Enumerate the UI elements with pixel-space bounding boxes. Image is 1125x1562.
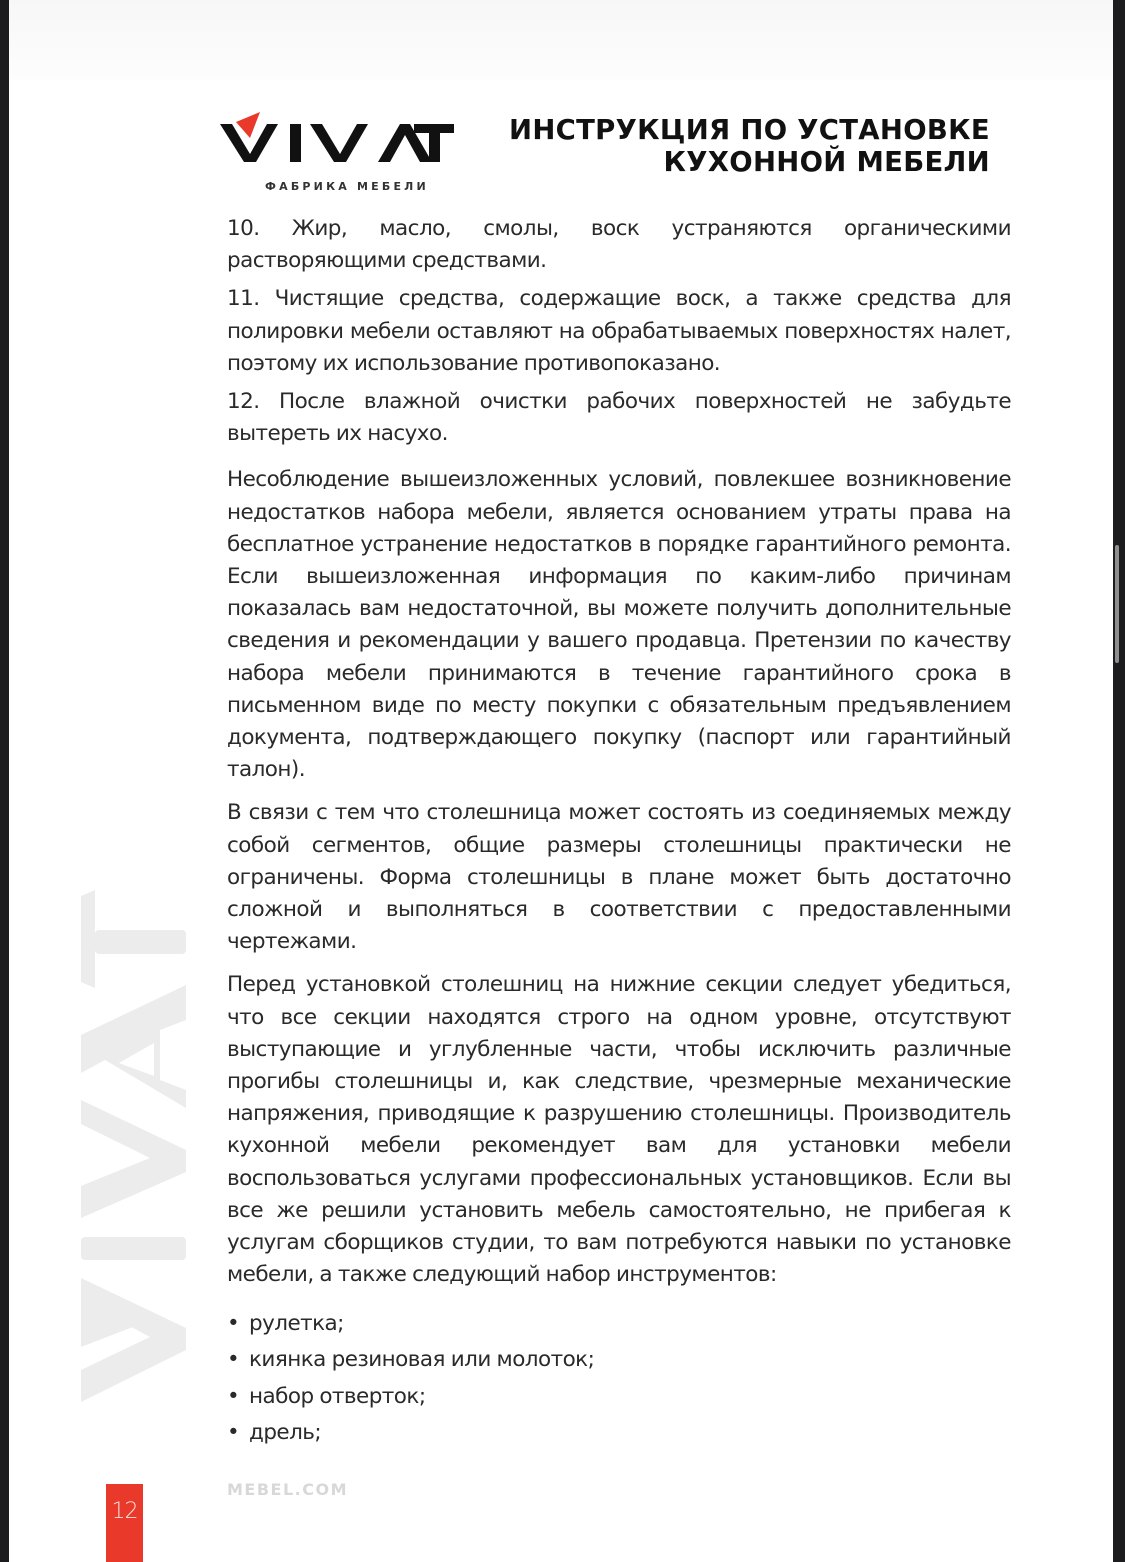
document-title (509, 114, 990, 178)
document-title-line: ИНСТРУКЦИЯ ПО УСТАНОВКЕ (509, 114, 990, 146)
logo-tagline: ФАБРИКА МЕБЕЛИ (265, 180, 429, 193)
bullet-icon: • (227, 1383, 240, 1409)
tools-list-item (227, 1306, 1011, 1343)
countertop-paragraph: В связи с тем что столешница может состоять из соединяемых между собой сегментов, общие размеры столешницы практически не ограничены. Форма столешницы в плане может быть достаточно сложной и выполняться в соответствии с предоставленными чертежами. (227, 800, 1011, 955)
tool-label: рулетка; (249, 1310, 344, 1336)
warranty-paragraph: Несоблюдение вышеизложенных условий, повлекшее возникновение недостатков набора мебели, является основанием утраты права на бесплатное устранение недостатков в порядке гарантийного ремонта. Если вышеизложенная информация по каким-либо причинам показалась вам недостаточной, вы можете получить дополнительные сведения и рекомендации у вашего продавца. Претензии по качеству набора мебели принимаются в течение гарантийного срока в письменном виде по месту покупки с обязательным предъявлением документа, подтверждающего покупку (паспорт или гарантийный талон). (227, 467, 1011, 783)
care-item-12: 12. После влажной очистки рабочих поверхностей не забудьте вытереть их насухо. (227, 389, 1011, 447)
tool-label: дрель; (249, 1420, 322, 1445)
tool-label: киянка резиновая или молоток; (249, 1347, 595, 1372)
document-title-line: КУХОННОЙ МЕБЕЛИ (663, 146, 990, 178)
vivat-watermark-graphic (81, 880, 186, 1425)
vivat-logo-mark (218, 108, 458, 168)
vivat-logo (218, 108, 458, 193)
scrollbar-thumb[interactable] (1115, 545, 1119, 663)
bullet-icon: • (227, 1310, 240, 1336)
care-item-11: 11. Чистящие средства, содержащие воск, а также средства для полировки мебели оставляют на обрабатываемых поверхностях налет, поэтому их использование противопоказано. (227, 286, 1011, 376)
vivat-watermark (81, 880, 186, 1425)
tools-list-item (227, 1342, 1011, 1379)
document-page (9, 0, 1113, 1562)
tools-list-item (227, 1415, 1011, 1452)
bullet-icon: • (227, 1420, 240, 1445)
care-item-10: 10. Жир, масло, смолы, воск устраняются органическими растворяющими средствами. (227, 216, 1011, 274)
tools-list-item (227, 1379, 1011, 1416)
content-body (227, 213, 1011, 1452)
tool-label: набор отверток; (249, 1383, 426, 1409)
tools-list (227, 1306, 1011, 1452)
installation-paragraph: Перед установкой столешниц на нижние секции следует убедиться, что все секции находятся строго на одном уровне, отсутствуют выступающие и углубленные части, чтобы исключить различные прогибы столешницы и, как следствие, чрезмерные механические напряжения, приводящие к разрушению столешницы. Производитель кухонной мебели рекомендует вам для установки мебели воспользоваться услугами профессиональных установщиков. Если вы все же решили установить мебель самостоятельно, не прибегая к услугам сборщиков студии, то вам потребуются навыки по установке мебели, а также следующий набор инструментов: (227, 972, 1011, 1288)
website-link[interactable]: MEBEL.COM (227, 1480, 349, 1499)
scrollbar-track[interactable] (1113, 0, 1125, 1562)
bullet-icon: • (227, 1347, 240, 1372)
page-top-shade (9, 0, 1113, 80)
page-number-badge: 12 (106, 1484, 143, 1562)
